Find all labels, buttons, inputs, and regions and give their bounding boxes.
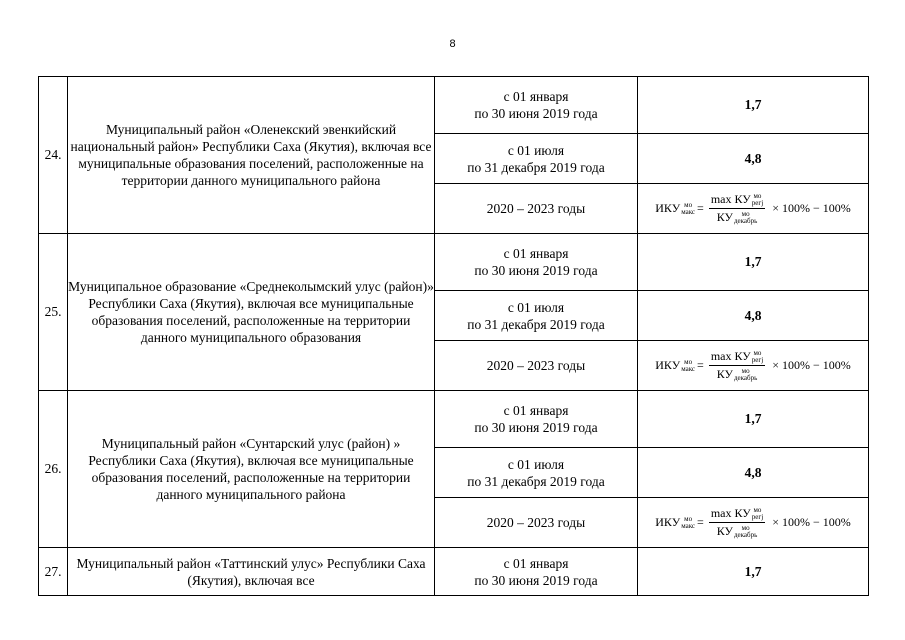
coefficient-value: 1,7: [638, 391, 869, 448]
period-label: с 01 января по 30 июня 2019 года: [435, 548, 638, 596]
period-label: 2020 – 2023 годы: [435, 341, 638, 391]
formula-denom: КУ: [716, 210, 733, 224]
period-label: с 01 января по 30 июня 2019 года: [435, 77, 638, 134]
formula: [655, 192, 850, 225]
formula-fraction: [709, 349, 765, 382]
formula-equals: =: [697, 515, 704, 529]
period-label: с 01 июля по 31 декабря 2019 года: [435, 134, 638, 184]
formula-numer-sup: мо: [753, 505, 762, 514]
formula-denom-sup: мо: [741, 523, 750, 532]
formula-numer: КУ: [734, 506, 751, 520]
formula-numer-sub: pегj: [751, 355, 764, 364]
formula-fraction: [709, 192, 765, 225]
formula-max: max: [710, 349, 732, 363]
municipality-name: Муниципальное образование «Среднеколымский улус (район)» Республики Саха (Якутия), включая все муниципальные образования поселений, расположенные на территории данного муниципального образования: [68, 234, 435, 391]
formula-equals: =: [697, 358, 704, 372]
municipality-name: Муниципальный район «Сунтарский улус (район) » Республики Саха (Якутия), включая все муниципальные образования поселений, расположенные на территории данного муниципального района: [68, 391, 435, 548]
formula-lhs: ИКУ: [655, 515, 681, 529]
formula-equals: =: [697, 201, 704, 215]
period-label: 2020 – 2023 годы: [435, 184, 638, 234]
formula-lhs-sup: мо: [684, 357, 693, 366]
formula-denom-sub: декабрь: [733, 530, 758, 539]
municipality-name: Муниципальный район «Таттинский улус» Республики Саха (Якутия), включая все: [68, 548, 435, 596]
period-label: с 01 января по 30 июня 2019 года: [435, 391, 638, 448]
formula-denom: КУ: [716, 524, 733, 538]
coefficient-formula: [638, 341, 869, 391]
coefficient-formula: [638, 184, 869, 234]
formula-denom-sub: декабрь: [733, 373, 758, 382]
formula-tail: × 100% − 100%: [772, 358, 851, 372]
formula-numer-sup: мо: [753, 191, 762, 200]
period-label: с 01 января по 30 июня 2019 года: [435, 234, 638, 291]
formula-numer-sub: pегj: [751, 512, 764, 521]
coefficient-value: 4,8: [638, 291, 869, 341]
formula-lhs-sup: мо: [684, 514, 693, 523]
formula-lhs-sub: макс: [681, 521, 696, 530]
coefficient-value: 4,8: [638, 134, 869, 184]
formula-max: max: [710, 192, 732, 206]
page-number: 8: [449, 38, 456, 50]
formula-fraction: [709, 506, 765, 539]
coefficient-formula: [638, 498, 869, 548]
formula-lhs-sub: макс: [681, 364, 696, 373]
row-number: 26.: [39, 391, 68, 548]
table-row: [39, 548, 869, 596]
formula-denom-sup: мо: [741, 209, 750, 218]
formula-tail: × 100% − 100%: [772, 201, 851, 215]
row-number: 27.: [39, 548, 68, 596]
formula-denom: КУ: [716, 367, 733, 381]
formula-numer-sup: мо: [753, 348, 762, 357]
coefficient-value: 1,7: [638, 548, 869, 596]
period-label: с 01 июля по 31 декабря 2019 года: [435, 291, 638, 341]
coefficient-value: 1,7: [638, 234, 869, 291]
formula-lhs: ИКУ: [655, 358, 681, 372]
municipality-name: Муниципальный район «Оленекский эвенкийский национальный район» Республики Саха (Якутия), включая все муниципальные образования поселений, расположенные на территории данного муниципального района: [68, 77, 435, 234]
formula-numer: КУ: [734, 349, 751, 363]
formula-denom-sup: мо: [741, 366, 750, 375]
table-row: [39, 391, 869, 448]
table-row: [39, 234, 869, 291]
coefficient-value: 1,7: [638, 77, 869, 134]
table-row: [39, 77, 869, 134]
formula-tail: × 100% − 100%: [772, 515, 851, 529]
formula-lhs: ИКУ: [655, 201, 681, 215]
formula-numer-sub: pегj: [751, 198, 764, 207]
formula-lhs-sub: макс: [681, 207, 696, 216]
formula-denom-sub: декабрь: [733, 216, 758, 225]
period-label: с 01 июля по 31 декабря 2019 года: [435, 448, 638, 498]
period-label: 2020 – 2023 годы: [435, 498, 638, 548]
formula-max: max: [710, 506, 732, 520]
formula-numer: КУ: [734, 192, 751, 206]
formula: [655, 506, 850, 539]
coefficient-value: 4,8: [638, 448, 869, 498]
row-number: 25.: [39, 234, 68, 391]
row-number: 24.: [39, 77, 68, 234]
formula-lhs-sup: мо: [684, 200, 693, 209]
formula: [655, 349, 850, 382]
coefficients-table: [38, 76, 869, 596]
